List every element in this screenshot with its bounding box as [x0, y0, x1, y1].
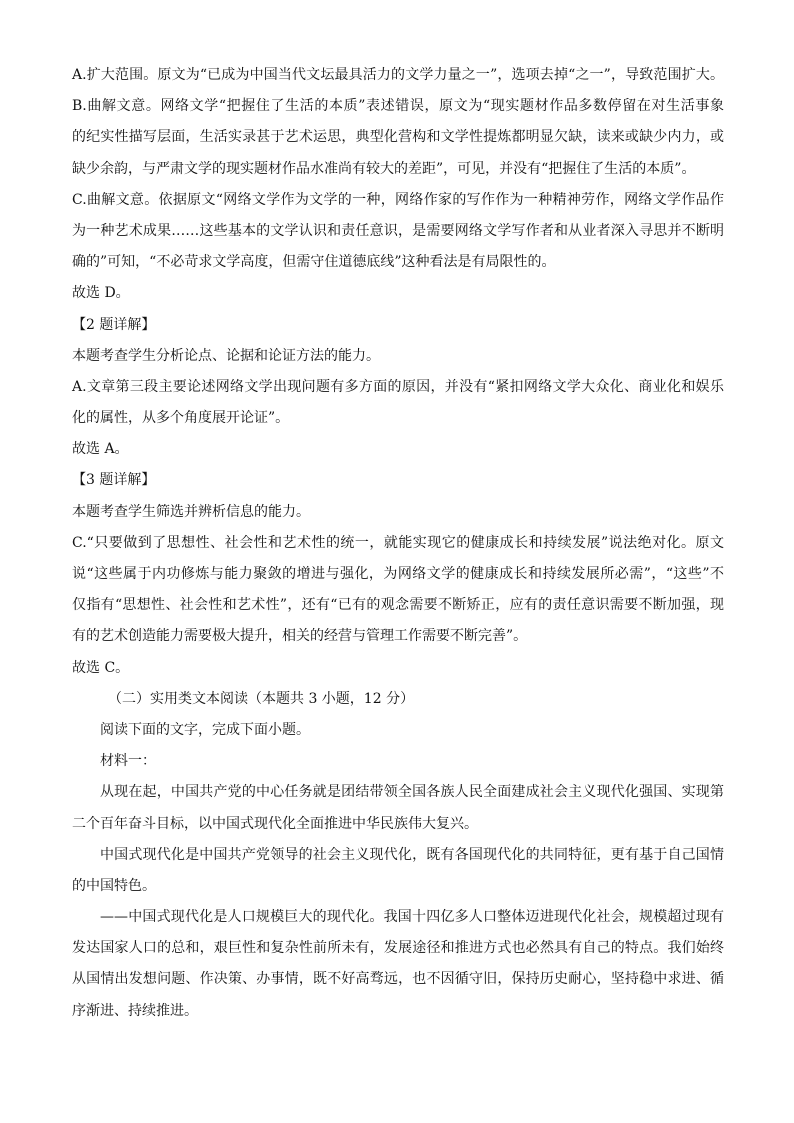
question-3-option-c-text-cont: 说“这些属于内功修炼与能力聚敛的增进与强化，为网络文学的健康成长和持续发展所必需”，“这些”不	[72, 566, 724, 582]
answer-choice-a: 故选 A。	[72, 441, 129, 458]
material-paragraph-3-cont: 发达国家人口的总和，艰巨性和复杂性前所未有，发展途径和推进方式也必然具有自己的特点。我们始终	[72, 940, 724, 957]
material-paragraph-3-cont2: 从国情出发想问题、作决策、办事情，既不好高骛远，也不因循守旧，保持历史耐心，坚持稳中求进、循	[72, 971, 724, 988]
question-3-heading: 【3 题详解】	[72, 472, 156, 489]
answer-option-b-text: B.曲解文意。网络文学“把握住了生活的本质”表述错误，原文为“现实题材作品多数停留在对生活事象	[72, 98, 724, 115]
material-paragraph-3: ——中国式现代化是人口规模巨大的现代化。我国十四亿多人口整体迈进现代化社会，规模超过现有	[100, 909, 724, 926]
question-2-heading: 【2 题详解】	[72, 316, 156, 333]
material-paragraph-2-end: 的中国特色。	[72, 877, 156, 894]
material-paragraph-2: 中国式现代化是中国共产党领导的社会主义现代化，既有各国现代化的共同特征，更有基于自己国情	[100, 846, 724, 863]
question-3-option-c-text-end: 有的艺术创造能力需要极大提升，相关的经营与管理工作需要不断完善”。	[72, 628, 528, 645]
question-3-option-c-text: C.“只要做到了思想性、社会性和艺术性的统一，就能实现它的健康成长和持续发展”说法绝对化。原文	[72, 534, 724, 551]
question-3-option-c-text-cont2: 仅指有“思想性、社会性和艺术性”，还有“已有的观念需要不断矫正，应有的责任意识需要不断加强，现	[72, 597, 724, 614]
material-paragraph-1-end: 二个百年奋斗目标，以中国式现代化全面推进中华民族伟大复兴。	[72, 815, 478, 832]
answer-option-a-text: A.扩大范围。原文为“已成为中国当代文坛最具活力的文学力量之一”，选项去掉“之一”，导致范围扩大。	[72, 67, 724, 83]
question-2-option-a-text: A.文章第三段主要论述网络文学出现问题有多方面的原因，并没有“紧扣网络文学大众化、商业化和娱乐	[72, 378, 724, 395]
material-one-label: 材料一：	[100, 753, 156, 770]
section-title: （二）实用类文本阅读（本题共 3 小题，12 分）	[108, 690, 415, 707]
document-page	[72, 60, 724, 1027]
material-paragraph-1: 从现在起，中国共产党的中心任务就是团结带领全国各族人民全面建成社会主义现代化强国、实现第	[100, 784, 724, 801]
answer-option-c-text: C.曲解文意。依据原文“网络文学作为文学的一种，网络作家的写作作为一种精神劳作，网络文学作品作	[72, 191, 724, 208]
answer-choice-c: 故选 C。	[72, 659, 130, 676]
answer-option-c-text-end: 确的”可知，“不必苛求文学高度，但需守住道德底线”这种看法是有局限性的。	[72, 254, 556, 271]
answer-option-c-text-cont: 为一种艺术成果……这些基本的文学认识和责任意识，是需要网络文学写作者和从业者深入寻思并不断明	[72, 222, 724, 239]
question-2-option-a-text-end: 化的属性，从多个角度展开论证”。	[72, 410, 290, 427]
reading-instruction: 阅读下面的文字，完成下面小题。	[100, 721, 310, 738]
material-paragraph-3-end: 序渐进、持续推进。	[72, 1002, 198, 1019]
answer-option-b-text-cont: 的纪实性描写层面，生活实录甚于艺术运思，典型化营构和文学性提炼都明显欠缺，读来或缺少内力，或	[72, 129, 724, 146]
question-3-intro: 本题考查学生筛选并辨析信息的能力。	[72, 503, 310, 520]
answer-choice-d: 故选 D。	[72, 285, 130, 302]
question-2-intro: 本题考查学生分析论点、论据和论证方法的能力。	[72, 347, 380, 364]
answer-option-b-text-end: 缺少余韵，与严肃文学的现实题材作品水准尚有较大的差距”，可见，并没有“把握住了生活的本质”。	[72, 160, 696, 177]
